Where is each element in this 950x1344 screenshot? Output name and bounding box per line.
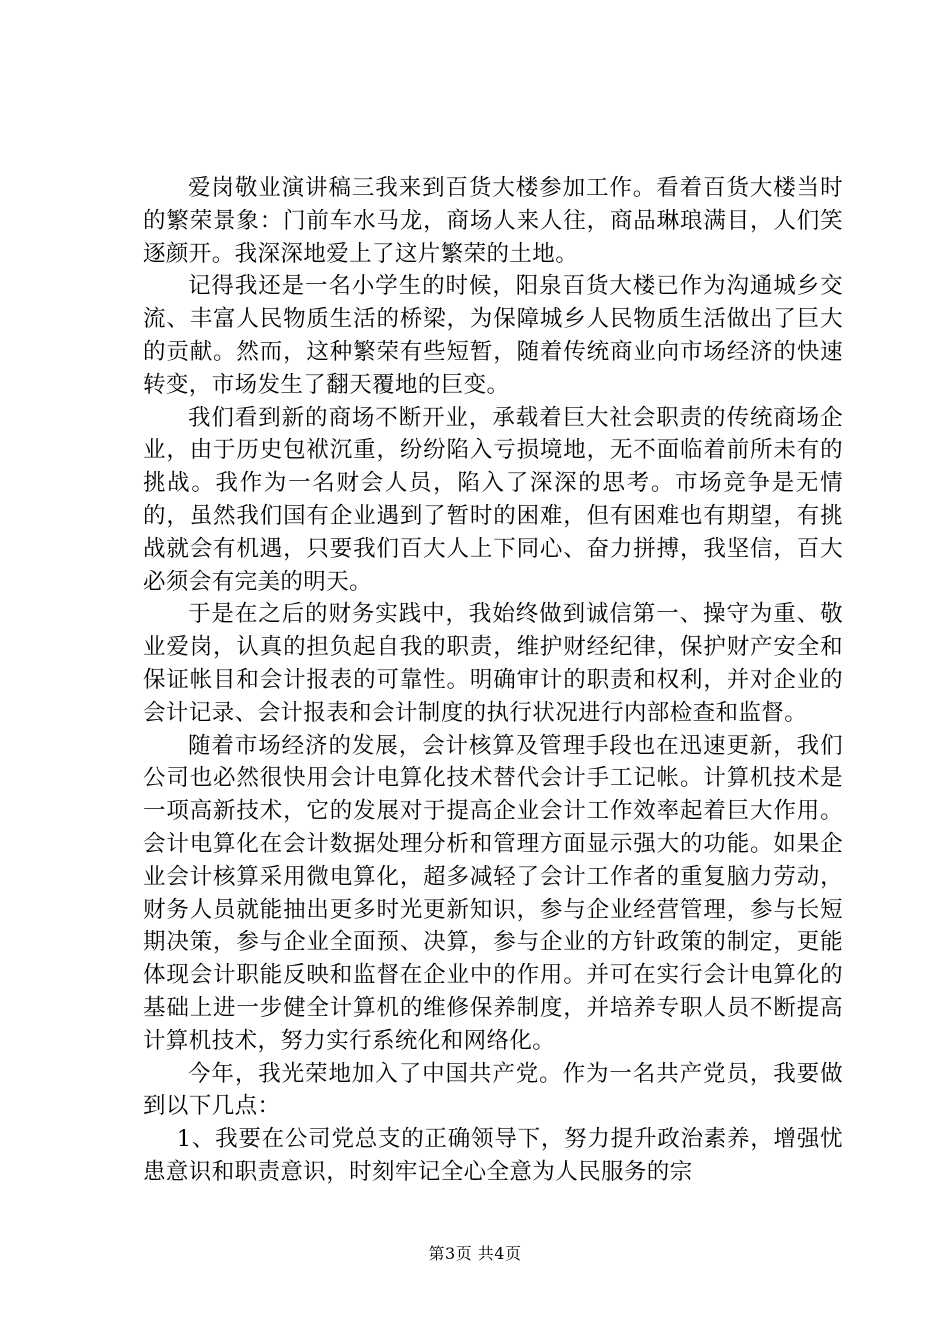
- paragraph-4: 于是在之后的财务实践中，我始终做到诚信第一、操守为重、敬业爱岗，认真的担负起自我的职责，维护财经纪律，保护财产安全和保证帐目和会计报表的可靠性。明确审计的职责和权利，并对企业的会计记录、会计报表和会计制度的执行状况进行内部检查和监督。: [143, 601, 843, 726]
- paragraph-6: 今年，我光荣地加入了中国共产党。作为一名共产党员，我要做到以下几点：: [143, 1060, 843, 1120]
- page-number: 第3页 共4页: [428, 1244, 522, 1263]
- paragraph-7: 1、我要在公司党总支的正确领导下，努力提升政治素养，增强忧患意识和职责意识，时刻牢记全心全意为人民服务的宗: [143, 1126, 843, 1185]
- paragraph-5: 随着市场经济的发展，会计核算及管理手段也在迅速更新，我们公司也必然很快用会计电算化技术替代会计手工记帐。计算机技术是一项高新技术，它的发展对于提高企业会计工作效率起着巨大作用。会计电算化在会计数据处理分析和管理方面显示强大的功能。如果企业会计核算采用微电算化，超多减轻了会计工作者的重复脑力劳动，财务人员就能抽出更多时光更新知识，参与企业经营管理，参与长短期决策，参与企业全面预、决算，参与企业的方针政策的制定，更能体现会计职能反映和监督在企业中的作用。并可在实行会计电算化的基础上进一步健全计算机的维修保养制度，并培养专职人员不断提高计算机技术，努力实行系统化和网络化。: [143, 732, 843, 1054]
- paragraph-2: 记得我还是一名小学生的时候，阳泉百货大楼已作为沟通城乡交流、丰富人民物质生活的桥梁，为保障城乡人民物质生活做出了巨大的贡献。然而，这种繁荣有些短暂，随着传统商业向市场经济的快速转变，市场发生了翻天覆地的巨变。: [143, 273, 843, 398]
- page-footer: [0, 1244, 950, 1264]
- document-body: [143, 172, 843, 1189]
- paragraph-3: 我们看到新的商场不断开业，承载着巨大社会职责的传统商场企业，由于历史包袱沉重，纷纷陷入亏损境地，无不面临着前所未有的挑战。我作为一名财会人员，陷入了深深的思考。市场竞争是无情的，虽然我们国有企业遇到了暂时的困难，但有困难也有期望，有挑战就会有机遇，只要我们百大人上下同心、奋力拼搏，我坚信，百大必须会有完美的明天。: [143, 404, 843, 595]
- paragraph-1: 爱岗敬业演讲稿三我来到百货大楼参加工作。看着百货大楼当时的繁荣景象：门前车水马龙，商场人来人往，商品琳琅满目，人们笑逐颜开。我深深地爱上了这片繁荣的土地。: [143, 175, 843, 267]
